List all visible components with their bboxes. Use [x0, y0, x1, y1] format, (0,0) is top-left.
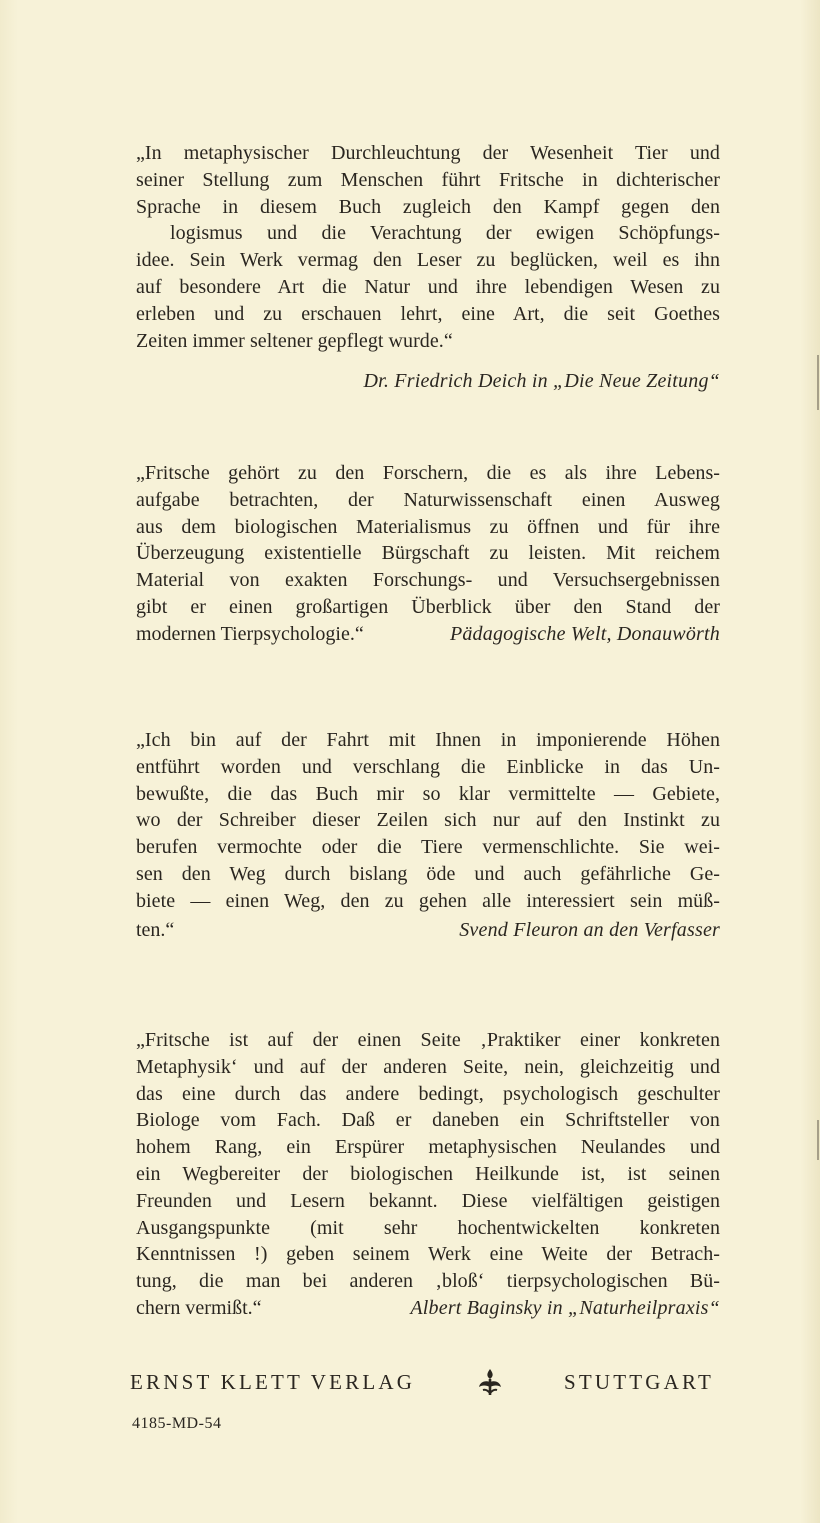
quote-line: entführt worden und verschlang die Einblicke in das Un-	[136, 755, 720, 778]
page-edge-mark	[817, 1120, 819, 1160]
publisher-imprint	[130, 1366, 714, 1398]
quote-line: Material von exakten Forschungs- und Versuchsergebnissen	[136, 569, 720, 592]
quote-line: aufgabe betrachten, der Naturwissenschaft einen Ausweg	[136, 488, 720, 511]
quote-line: ein Wegbereiter der biologischen Heilkunde ist, ist seinen	[136, 1162, 720, 1185]
quote-source: Pädagogische Welt, Donauwörth	[449, 622, 720, 645]
quote-line: biete — einen Weg, den zu gehen alle interessiert sein müß-	[136, 889, 720, 912]
klett-logo-icon	[474, 1366, 506, 1398]
quote-line: hohem Rang, ein Erspürer metaphysischen Neulandes und	[136, 1136, 720, 1159]
quote-line: idee. Sein Werk vermag den Leser zu beglücken, weil es ihn	[136, 249, 720, 272]
quote-line: seiner Stellung zum Menschen führt Fritsche in dichterischer	[136, 168, 720, 191]
quote-line: gibt er einen großartigen Überblick über den Stand der	[136, 595, 720, 618]
quote-line: Biologe vom Fach. Daß er daneben ein Schriftsteller von	[136, 1109, 720, 1132]
review-quote-4	[136, 1027, 720, 1322]
quote-line: auf besondere Art die Natur und ihre lebendigen Wesen zu	[136, 275, 720, 298]
quote-source: Albert Baginsky in „Naturheilpraxis“	[410, 1296, 720, 1319]
quote-text	[136, 140, 720, 354]
quote-text	[136, 460, 720, 621]
quote-line: Zeiten immer seltener gepflegt wurde.“	[136, 329, 453, 352]
review-quote-1	[136, 140, 720, 395]
quote-final-row	[136, 621, 720, 648]
quote-text	[136, 1027, 720, 1295]
quote-source: Dr. Friedrich Deich in „Die Neue Zeitung“	[363, 370, 720, 393]
page-edge-mark	[817, 355, 819, 410]
publisher-name: ERNST KLETT VERLAG	[130, 1369, 416, 1394]
publisher-city: STUTTGART	[563, 1369, 714, 1394]
quote-line: Sprache in diesem Buch zugleich den Kampf gegen den	[136, 195, 720, 218]
quote-line: aus dem biologischen Materialismus zu öffnen und für ihre	[136, 515, 720, 538]
quote-line: „Ich bin auf der Fahrt mit Ihnen in imponierende Höhen	[136, 729, 720, 751]
quote-line: Metaphysik‘ und auf der anderen Seite, nein, gleichzeitig und	[136, 1055, 720, 1078]
quote-line: Kenntnissen !) geben seinem Werk eine Weite der Betrach-	[136, 1243, 720, 1266]
quote-line: sen den Weg durch bislang öde und auch gefährliche Ge-	[136, 862, 720, 885]
quote-line: Freunden und Lesern bekannt. Diese vielfältigen geistigen	[136, 1189, 720, 1212]
quote-line: berufen vermochte oder die Tiere vermenschlichte. Sie wei-	[136, 836, 720, 859]
quote-line: wo der Schreiber dieser Zeilen sich nur auf den Instinkt zu	[136, 809, 720, 832]
quote-final-row	[136, 917, 720, 944]
quote-final-row	[136, 1295, 720, 1322]
quote-line: modernen Tierpsychologie.“	[136, 622, 364, 645]
quote-line: logismus und die Verachtung der ewigen Schöpfungs-	[170, 222, 720, 245]
review-quote-2	[136, 460, 720, 648]
quote-line: erleben und zu erschauen lehrt, eine Art, die seit Goethes	[136, 302, 720, 325]
quote-line: tung, die man bei anderen ‚bloß‘ tierpsychologischen Bü-	[136, 1270, 720, 1293]
quote-line: „In metaphysischer Durchleuchtung der Wesenheit Tier und	[136, 142, 720, 164]
quote-line: Überzeugung existentielle Bürgschaft zu leisten. Mit reichem	[136, 542, 720, 565]
quote-line: ten.“	[136, 918, 175, 941]
quote-line: „Fritsche gehört zu den Forschern, die es als ihre Lebens-	[136, 462, 720, 484]
quote-line: chern vermißt.“	[136, 1296, 262, 1319]
review-quote-3	[136, 727, 720, 943]
catalog-code: 4185-MD-54	[132, 1415, 222, 1432]
quote-line: „Fritsche ist auf der einen Seite ‚Praktiker einer konkreten	[136, 1029, 720, 1051]
quote-line: Ausgangspunkte (mit sehr hochentwickelten konkreten	[136, 1216, 720, 1239]
quote-line: bewußte, die das Buch mir so klar vermittelte — Gebiete,	[136, 782, 720, 805]
quote-source: Svend Fleuron an den Verfasser	[459, 918, 720, 941]
quote-text	[136, 727, 720, 915]
quote-line: das eine durch das andere bedingt, psychologisch geschulter	[136, 1082, 720, 1105]
